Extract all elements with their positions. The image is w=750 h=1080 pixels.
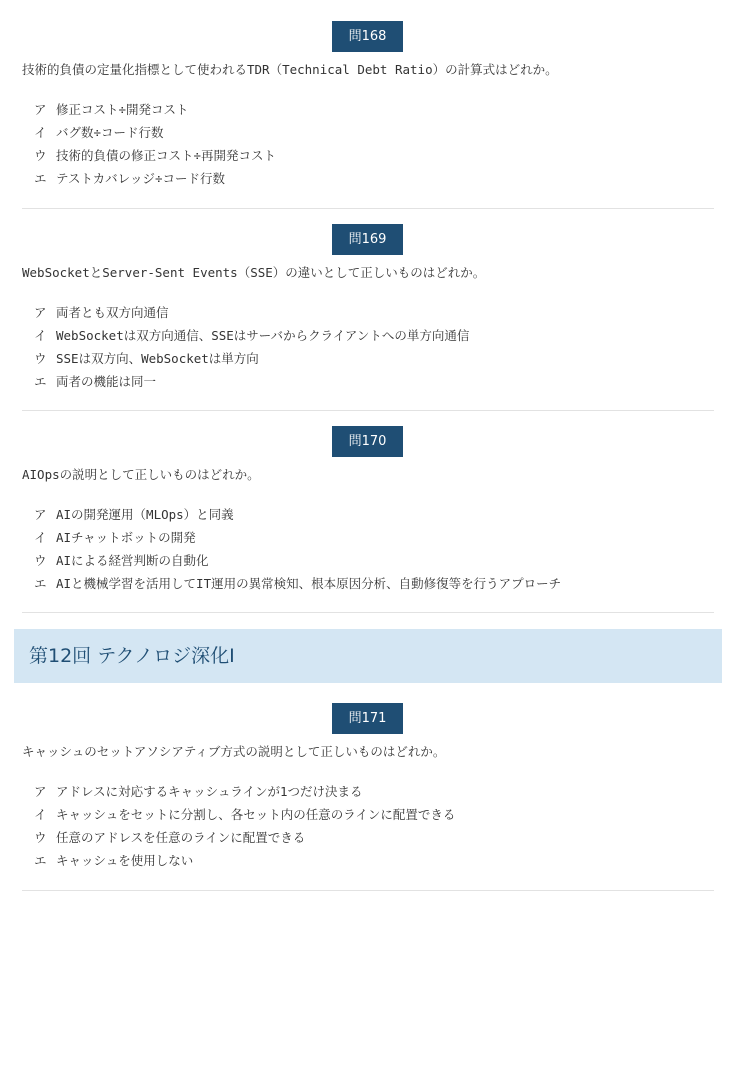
question-number-badge: 問168 xyxy=(332,21,403,52)
choice-u[interactable] xyxy=(34,829,455,852)
choice-mark: エ xyxy=(34,374,47,389)
choice-text: キャッシュをセットに分割し、各セット内の任意のラインに配置できる xyxy=(56,807,456,822)
question-divider xyxy=(22,410,714,411)
question-number-badge: 問169 xyxy=(332,224,403,255)
choice-mark: ウ xyxy=(34,148,47,163)
choice-i[interactable] xyxy=(34,529,561,552)
choice-text: アドレスに対応するキャッシュラインが1つだけ決まる xyxy=(56,784,363,799)
choice-mark: エ xyxy=(34,576,47,591)
choice-text: キャッシュを使用しない xyxy=(56,853,194,868)
choice-list xyxy=(34,304,469,396)
choice-e[interactable] xyxy=(34,170,276,193)
choice-text: 両者とも双方向通信 xyxy=(56,305,169,320)
choice-list xyxy=(34,783,455,875)
choice-text: AIと機械学習を活用してIT運用の異常検知、根本原因分析、自動修復等を行うアプローチ xyxy=(56,576,562,591)
choice-text: 技術的負債の修正コスト÷再開発コスト xyxy=(56,148,277,163)
choice-text: 両者の機能は同一 xyxy=(56,374,157,389)
choice-mark: ウ xyxy=(34,351,47,366)
choice-text: AIの開発運用（MLOps）と同義 xyxy=(56,507,234,522)
choice-e[interactable] xyxy=(34,852,455,875)
choice-mark: ウ xyxy=(34,553,47,568)
choice-mark: イ xyxy=(34,530,47,545)
question-text: キャッシュのセットアソシアティブ方式の説明として正しいものはどれか。 xyxy=(22,744,446,759)
choice-a[interactable] xyxy=(34,506,561,529)
section-title: 第12回 テクノロジ深化Ⅰ xyxy=(29,645,235,667)
choice-mark: エ xyxy=(34,853,47,868)
question-text: AIOpsの説明として正しいものはどれか。 xyxy=(22,467,260,482)
question-number-badge: 問170 xyxy=(332,426,403,457)
choice-mark: イ xyxy=(34,125,47,140)
choice-text: AIチャットボットの開発 xyxy=(56,530,196,545)
choice-e[interactable] xyxy=(34,575,561,598)
question-text: WebSocketとServer-Sent Events（SSE）の違いとして正しいものはどれか。 xyxy=(22,265,486,280)
question-divider xyxy=(22,890,714,891)
choice-mark: ア xyxy=(34,305,47,320)
choice-a[interactable] xyxy=(34,304,469,327)
choice-mark: ウ xyxy=(34,830,47,845)
choice-e[interactable] xyxy=(34,373,469,396)
choice-list xyxy=(34,506,561,598)
choice-text: AIによる経営判断の自動化 xyxy=(56,553,209,568)
choice-text: テストカバレッジ÷コード行数 xyxy=(56,171,226,186)
question-number-badge: 問171 xyxy=(332,703,403,734)
choice-u[interactable] xyxy=(34,350,469,373)
choice-text: 修正コスト÷開発コスト xyxy=(56,102,189,117)
question-divider xyxy=(22,208,714,209)
choice-mark: イ xyxy=(34,807,47,822)
choice-a[interactable] xyxy=(34,783,455,806)
choice-mark: ア xyxy=(34,102,47,117)
choice-text: 任意のアドレスを任意のラインに配置できる xyxy=(56,830,306,845)
choice-text: SSEは双方向、WebSocketは単方向 xyxy=(56,351,259,366)
choice-i[interactable] xyxy=(34,327,469,350)
choice-a[interactable] xyxy=(34,101,276,124)
question-divider xyxy=(22,612,714,613)
choice-mark: ア xyxy=(34,784,47,799)
choice-mark: ア xyxy=(34,507,47,522)
choice-u[interactable] xyxy=(34,147,276,170)
choice-i[interactable] xyxy=(34,806,455,829)
choice-u[interactable] xyxy=(34,552,561,575)
choice-mark: エ xyxy=(34,171,47,186)
section-header xyxy=(14,629,722,683)
choice-text: バグ数÷コード行数 xyxy=(56,125,164,140)
choice-mark: イ xyxy=(34,328,47,343)
choice-list xyxy=(34,101,276,193)
choice-text: WebSocketは双方向通信、SSEはサーバからクライアントへの単方向通信 xyxy=(56,328,470,343)
question-text: 技術的負債の定量化指標として使われるTDR（Technical Debt Ratio）の計算式はどれか。 xyxy=(22,62,558,77)
choice-i[interactable] xyxy=(34,124,276,147)
